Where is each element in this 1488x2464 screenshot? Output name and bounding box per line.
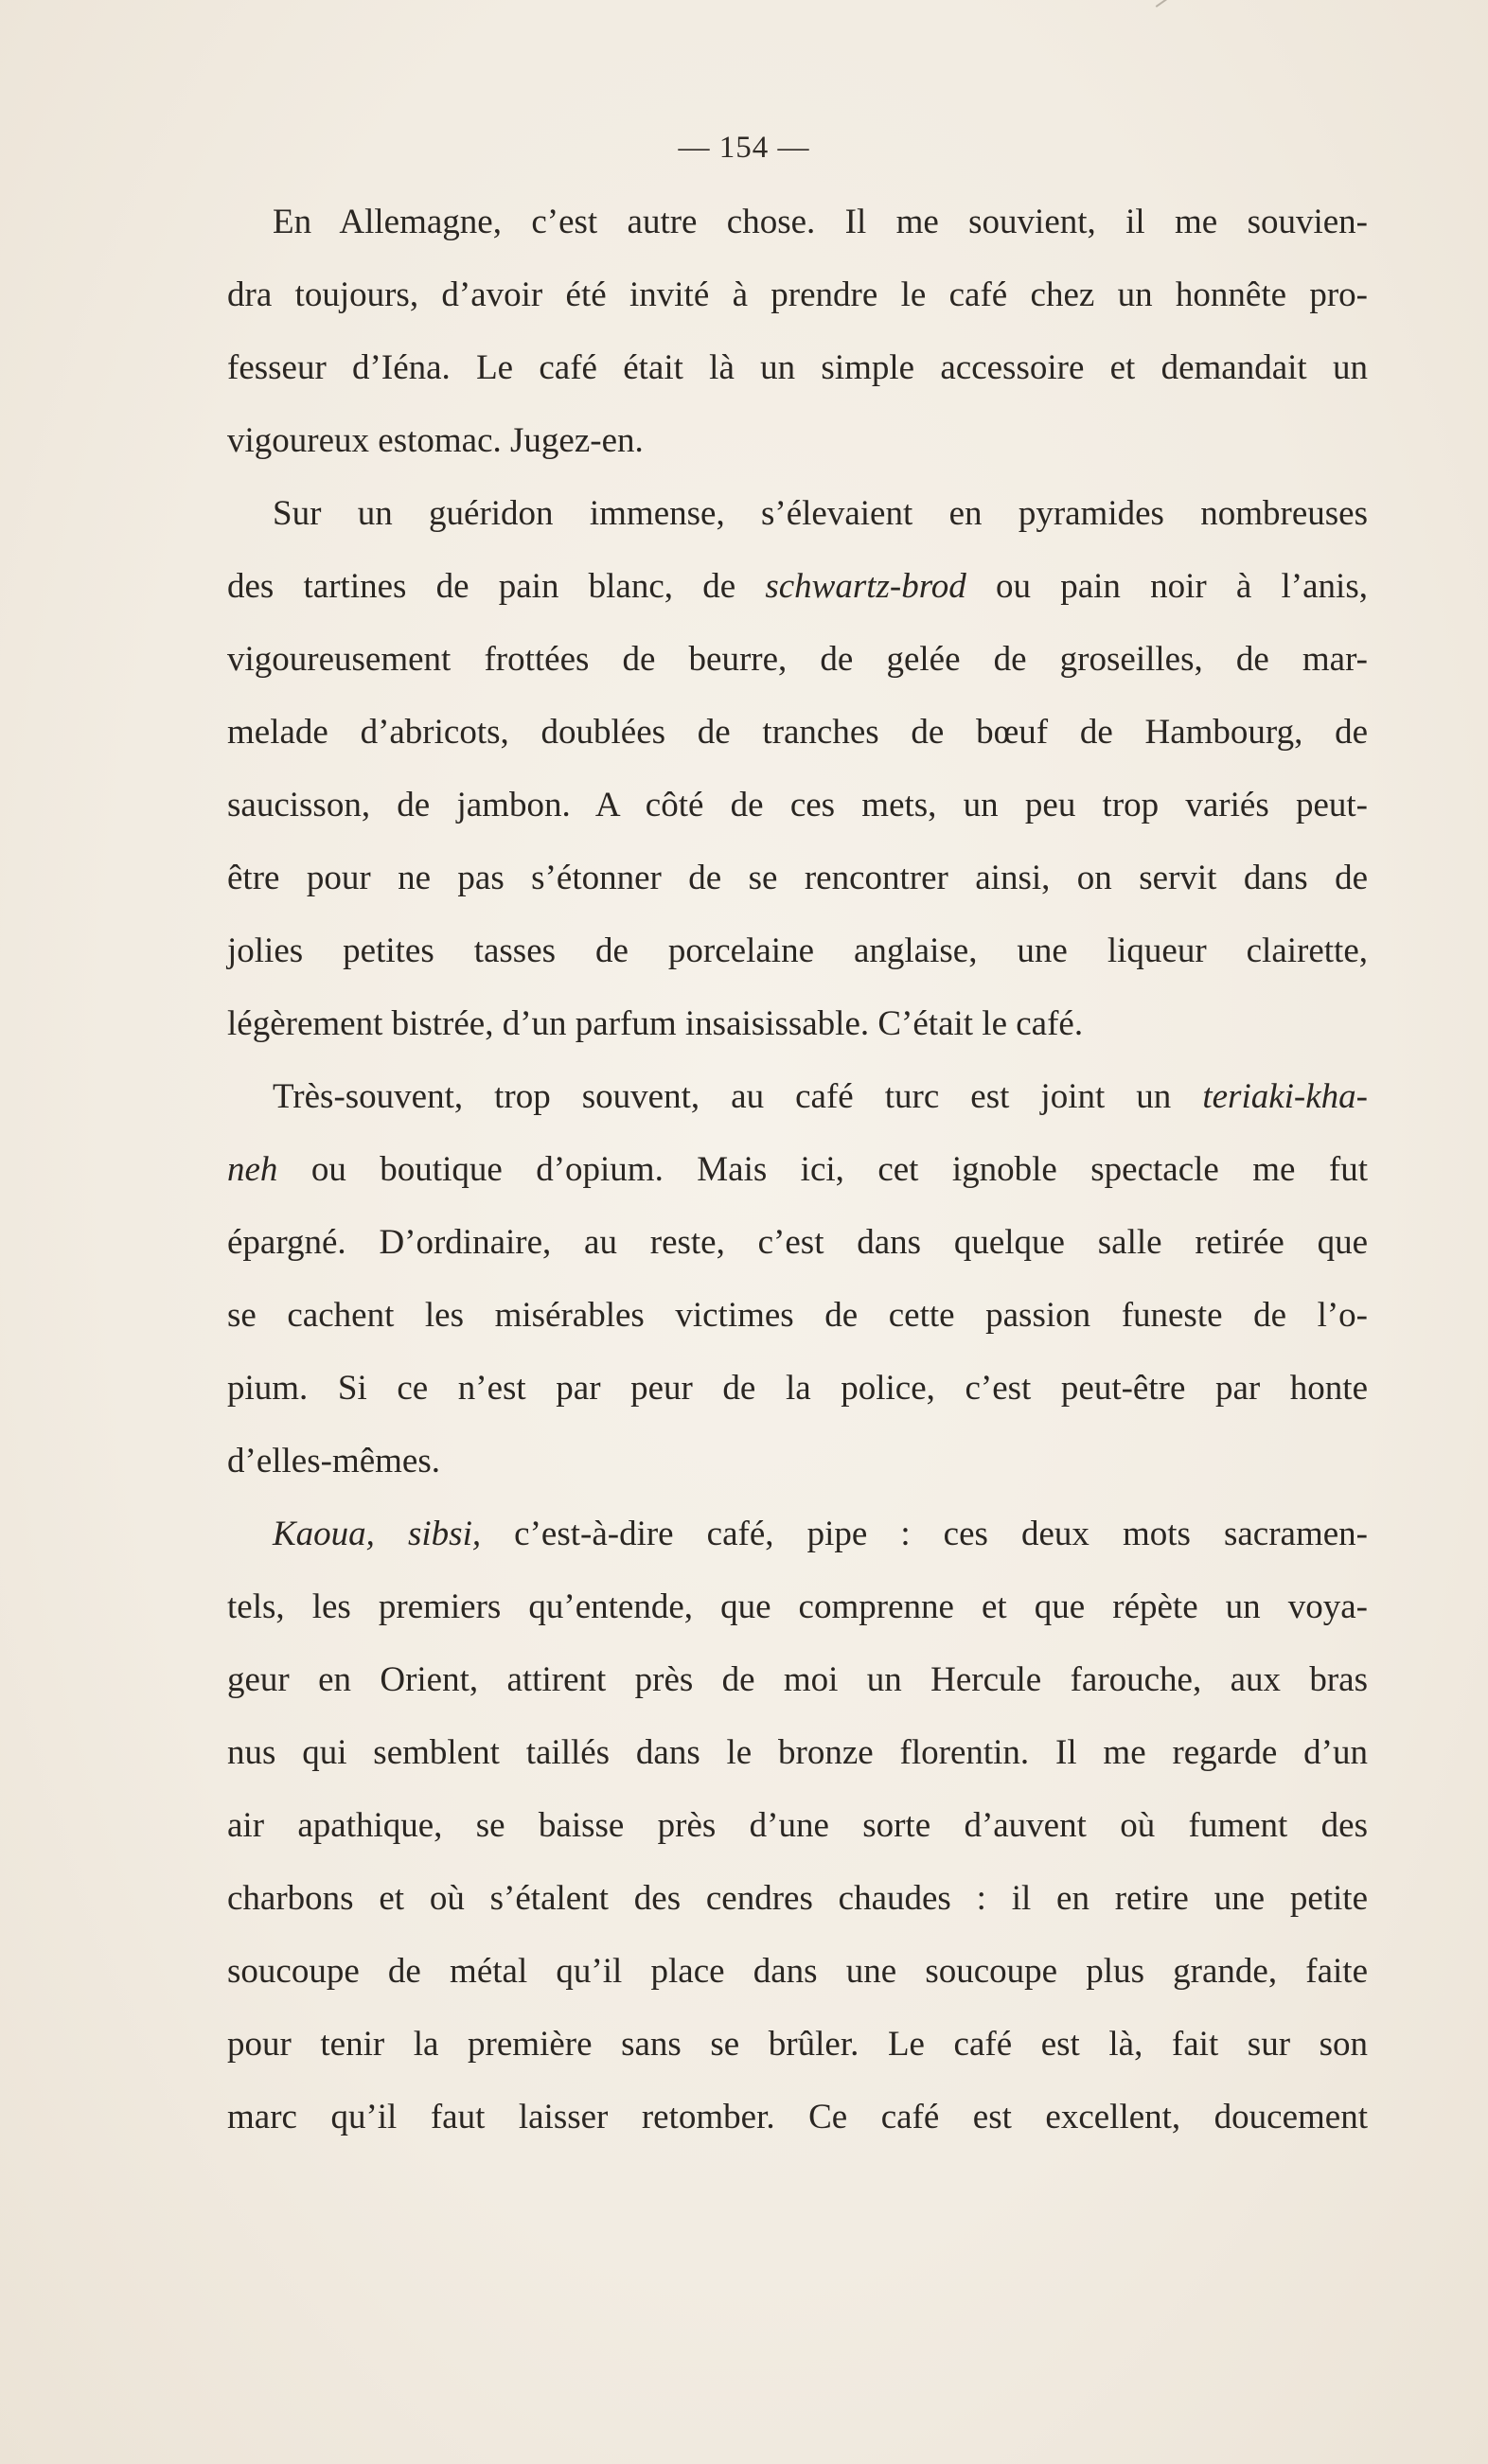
text-line: charbons et où s’étalent des cendres chaudes : il en retire une petite (227, 1879, 1368, 1918)
text-line: soucoupe de métal qu’il place dans une soucoupe plus grande, faite (227, 1952, 1368, 1991)
text-line: pour tenir la première sans se brûler. Le café est là, fait sur son (227, 2025, 1368, 2064)
text-line: Sur un guéridon immense, s’élevaient en pyramides nombreuses (273, 494, 1368, 533)
text-line: se cachent les misérables victimes de cette passion funeste de l’o- (227, 1296, 1368, 1335)
text-line: des tartines de pain blanc, de schwartz-brod ou pain noir à l’anis, (227, 567, 1368, 606)
text-line: jolies petites tasses de porcelaine anglaise, une liqueur clairette, (227, 931, 1368, 970)
text-line: saucisson, de jambon. A côté de ces mets, un peu trop variés peut- (227, 786, 1368, 824)
body-text (227, 186, 1368, 2154)
text-line: vigoureux estomac. Jugez-en. (227, 421, 644, 460)
text-line: air apathique, se baisse près d’une sorte d’auvent où fument des (227, 1806, 1368, 1845)
page-number: — 154 — (678, 131, 810, 165)
text-line: fesseur d’Iéna. Le café était là un simple accessoire et demandait un (227, 348, 1368, 387)
text-line: Kaoua, sibsi, c’est-à-dire café, pipe : ces deux mots sacramen- (273, 1515, 1368, 1553)
pencil-mark (1156, 0, 1168, 8)
text-line: d’elles-mêmes. (227, 1442, 440, 1480)
text-line: nus qui semblent taillés dans le bronze florentin. Il me regarde d’un (227, 1733, 1368, 1772)
text-line: dra toujours, d’avoir été invité à prendre le café chez un honnête pro- (227, 275, 1368, 314)
text-line: neh ou boutique d’opium. Mais ici, cet ignoble spectacle me fut (227, 1150, 1368, 1189)
text-line: melade d’abricots, doublées de tranches de bœuf de Hambourg, de (227, 713, 1368, 752)
text-line: En Allemagne, c’est autre chose. Il me souvient, il me souvien- (273, 203, 1368, 241)
text-line: vigoureusement frottées de beurre, de gelée de groseilles, de mar- (227, 640, 1368, 679)
text-line: légèrement bistrée, d’un parfum insaisissable. C’était le café. (227, 1004, 1084, 1043)
text-line: être pour ne pas s’étonner de se rencontrer ainsi, on servit dans de (227, 859, 1368, 897)
text-line: geur en Orient, attirent près de moi un Hercule farouche, aux bras (227, 1660, 1368, 1699)
text-line: épargné. D’ordinaire, au reste, c’est dans quelque salle retirée que (227, 1223, 1368, 1262)
text-line: pium. Si ce n’est par peur de la police, c’est peut-être par honte (227, 1369, 1368, 1408)
text-line: tels, les premiers qu’entende, que comprenne et que répète un voya- (227, 1587, 1368, 1626)
text-line: marc qu’il faut laisser retomber. Ce café est excellent, doucement (227, 2098, 1368, 2136)
text-line: Très-souvent, trop souvent, au café turc est joint un teriaki-kha- (273, 1077, 1368, 1116)
